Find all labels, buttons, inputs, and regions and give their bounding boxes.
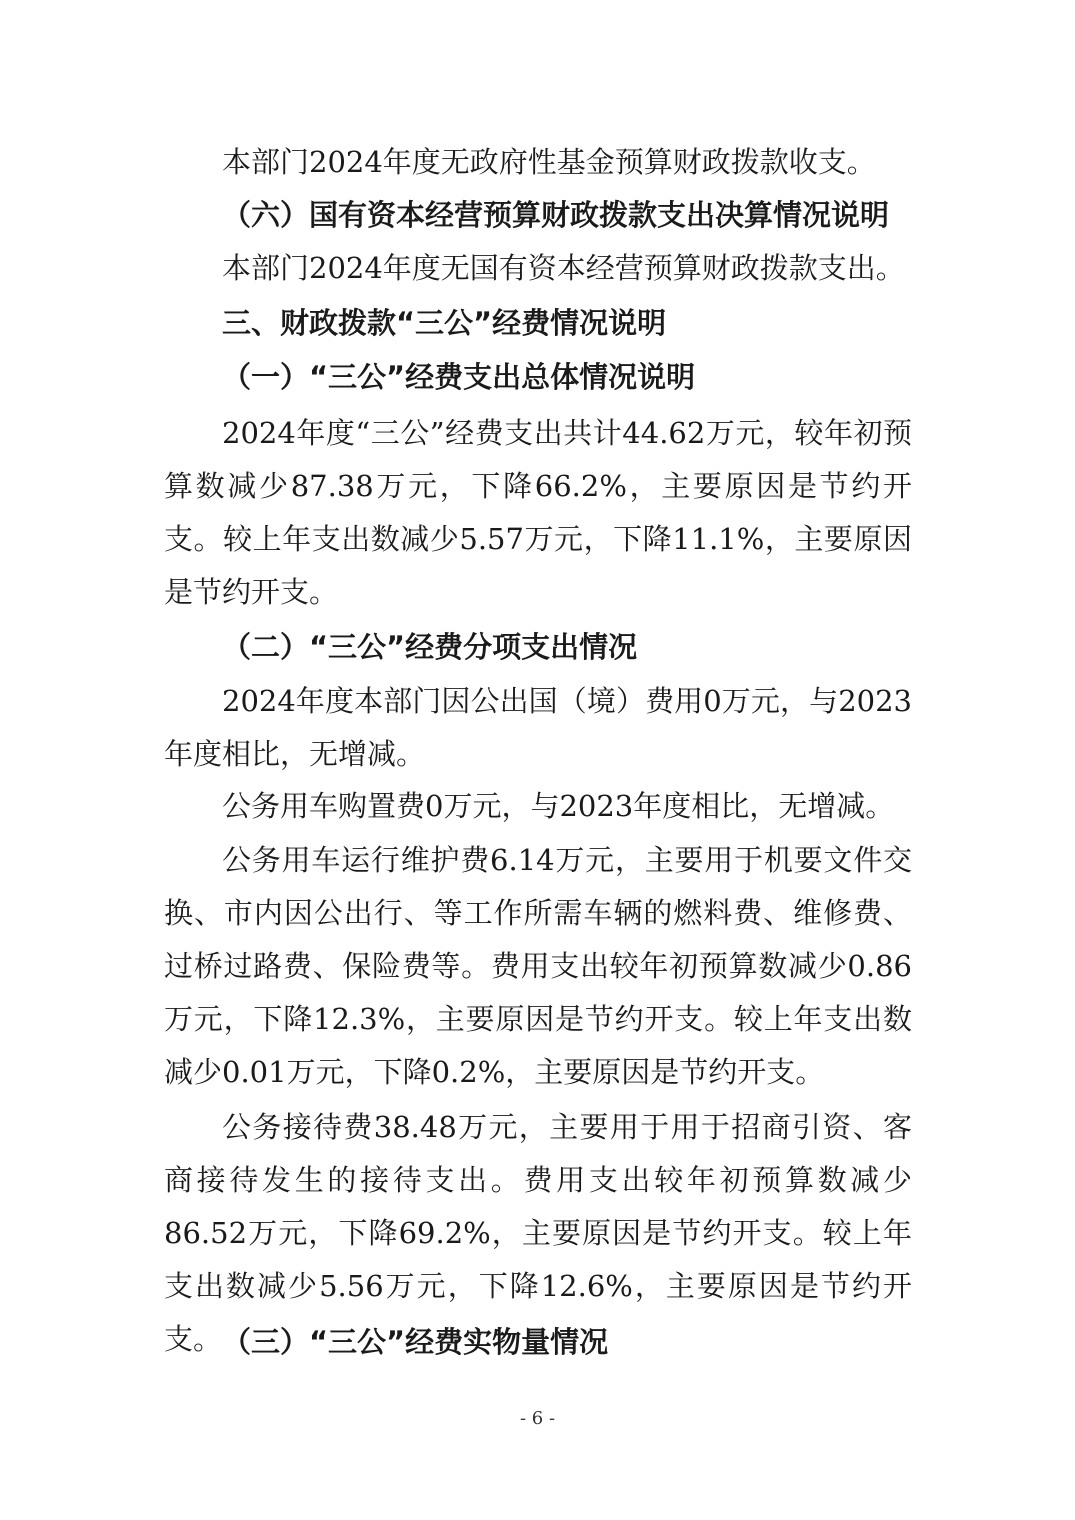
- heading-three-public-expenses: 三、财政拨款“三公”经费情况说明: [222, 306, 667, 340]
- paragraph-overseas-travel: 2024年度本部门因公出国（境）费用0万元，与2023年度相比，无增减。: [164, 684, 912, 771]
- paragraph-state-capital: 本部门2024年度无国有资本经营预算财政拨款支出。: [222, 251, 905, 285]
- heading-physical-quantity: （三）“三公”经费实物量情况: [222, 1325, 609, 1359]
- paragraph-overall-expenses: 2024年度“三公”经费支出共计44.62万元，较年初预算数减少87.38万元，下降66.2%，主要原因是节约开支。较上年支出数减少5.57万元，下降11.1%，主要原因是节约开支。: [164, 416, 912, 609]
- paragraph-reception-expenses: 公务接待费38.48万元，主要用于用于招商引资、客商接待发生的接待支出。费用支出较年初预算数减少86.52万元，下降69.2%，主要原因是节约开支。较上年支出数减少5.56万元，下降12.6%，主要原因是节约开支。: [164, 1110, 912, 1356]
- heading-overall-expenses: （一）“三公”经费支出总体情况说明: [222, 360, 696, 394]
- paragraph-government-fund: 本部门2024年度无政府性基金预算财政拨款收支。: [222, 145, 876, 179]
- heading-itemized-expenses: （二）“三公”经费分项支出情况: [222, 630, 638, 664]
- page-number: - 6 -: [519, 1408, 556, 1429]
- heading-state-capital-budget: （六）国有资本经营预算财政拨款支出决算情况说明: [222, 198, 890, 232]
- paragraph-vehicle-operation: 公务用车运行维护费6.14万元，主要用于机要文件交换、市内因公出行、等工作所需车辆的燃料费、维修费、过桥过路费、保险费等。费用支出较年初预算数减少0.86万元，下降12.3%，主要原因是节约开支。较上年支出数减少0.01万元，下降0.2%，主要原因是节约开支。: [164, 843, 912, 1089]
- paragraph-vehicle-purchase: 公务用车购置费0万元，与2023年度相比，无增减。: [222, 789, 895, 823]
